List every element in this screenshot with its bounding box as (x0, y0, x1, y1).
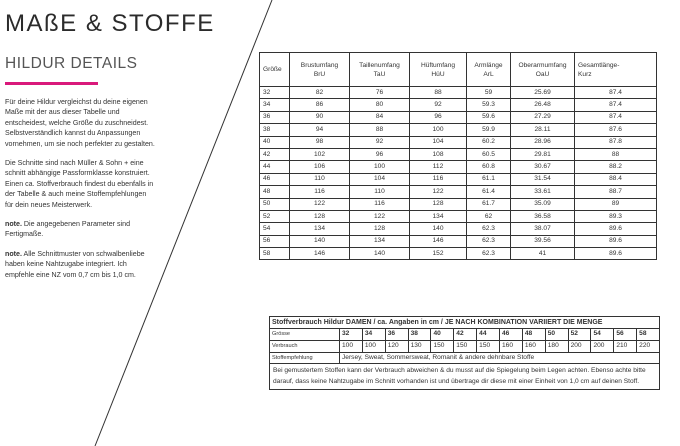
fabric-usage-row-cell: 160 (522, 340, 545, 352)
table-cell: 56 (260, 235, 290, 247)
table-cell: 59 (467, 87, 511, 99)
fabric-usage-title: Stoffverbrauch Hildur DAMEN / ca. Angaben in cm / JE NACH KOMBINATION VARIIERT DIE MENGE (270, 317, 660, 329)
fabric-usage-row-cell: 210 (614, 340, 637, 352)
table-cell: 40 (260, 136, 290, 148)
fabric-size-row (270, 329, 660, 341)
table-cell: 54 (260, 223, 290, 235)
table-cell: 110 (350, 186, 410, 198)
table-cell: 108 (410, 148, 467, 160)
table-cell: 106 (290, 161, 350, 173)
fabric-size-row-cell: 42 (454, 329, 477, 341)
fabric-usage-row-label: Verbrauch (270, 340, 340, 352)
header-bust: Brustumfang BrU (290, 53, 350, 87)
fabric-usage-table (269, 316, 660, 390)
table-row (260, 161, 657, 173)
table-cell: 30.67 (511, 161, 575, 173)
table-cell: 112 (410, 161, 467, 173)
fabric-usage-row-cell: 200 (568, 340, 591, 352)
fabric-size-row-cell: 40 (431, 329, 454, 341)
fabric-note-text: Bei gemustertem Stoffen kann der Verbrauch abweichen & du musst auf die Spiegelung beim Legen achten. Ebenso achte bitte darauf, dass keine Nahtzugabe im Schnitt vorhanden ist und übertrage dir diese mit einer Einheit von 1,0 cm auf deinen Stoff. (270, 364, 660, 390)
table-cell: 48 (260, 186, 290, 198)
table-cell: 87.4 (575, 111, 657, 123)
table-cell: 88 (410, 87, 467, 99)
table-cell: 33.61 (511, 186, 575, 198)
header-total-length: Gesamtlänge- Kurz (575, 53, 657, 87)
header-waist: Taillenumfang TaU (350, 53, 410, 87)
table-cell: 32 (260, 87, 290, 99)
table-cell: 110 (290, 173, 350, 185)
table-cell: 36.58 (511, 210, 575, 222)
note-finished-measures (5, 219, 155, 240)
table-cell: 146 (410, 235, 467, 247)
table-cell: 89.6 (575, 235, 657, 247)
note-text: Die angegebenen Parameter sind Fertigmaße. (5, 220, 131, 239)
table-row (260, 111, 657, 123)
table-cell: 41 (511, 248, 575, 260)
table-cell: 38 (260, 124, 290, 136)
table-cell: 104 (350, 173, 410, 185)
table-cell: 122 (350, 210, 410, 222)
page-title: MAßE & STOFFE (5, 10, 215, 37)
table-cell: 86 (290, 99, 350, 111)
table-cell: 62.3 (467, 248, 511, 260)
note-text: Alle Schnittmuster von schwalbenliebe haben keine Nahtzugabe integriert. Ich empfehle eine NZ vom 0,7 cm bis 1,0 cm. (5, 249, 145, 279)
table-cell: 87.8 (575, 136, 657, 148)
table-row (260, 235, 657, 247)
note-label: note. (5, 220, 22, 229)
fabric-size-row-cell: 54 (591, 329, 614, 341)
table-cell: 152 (410, 248, 467, 260)
table-row (260, 248, 657, 260)
fabric-usage-row-cell: 150 (431, 340, 454, 352)
fabric-usage-row-cell: 130 (408, 340, 431, 352)
table-cell: 84 (350, 111, 410, 123)
table-cell: 82 (290, 87, 350, 99)
fabric-usage-row-cell: 150 (454, 340, 477, 352)
fabric-size-row-cell: 48 (522, 329, 545, 341)
table-cell: 89.3 (575, 210, 657, 222)
table-cell: 128 (290, 210, 350, 222)
table-cell: 58 (260, 248, 290, 260)
fabric-size-row-cell: 44 (477, 329, 500, 341)
table-cell: 102 (290, 148, 350, 160)
table-cell: 87.4 (575, 87, 657, 99)
table-cell: 42 (260, 148, 290, 160)
table-cell: 104 (410, 136, 467, 148)
table-cell: 88 (575, 148, 657, 160)
accent-rule (5, 82, 98, 85)
table-cell: 88.7 (575, 186, 657, 198)
fabric-size-row-cell: 32 (340, 329, 363, 341)
fabric-usage-row-cell: 100 (362, 340, 385, 352)
table-cell: 76 (350, 87, 410, 99)
fabric-recommendation-row (270, 352, 660, 364)
table-cell: 100 (350, 161, 410, 173)
table-cell: 96 (410, 111, 467, 123)
table-row (260, 210, 657, 222)
table-cell: 94 (290, 124, 350, 136)
table-cell: 88.4 (575, 173, 657, 185)
table-cell: 62.3 (467, 235, 511, 247)
header-hip: Hüftumfang HüU (410, 53, 467, 87)
table-cell: 46 (260, 173, 290, 185)
table-cell: 122 (290, 198, 350, 210)
fabric-usage-row-cell: 120 (385, 340, 408, 352)
table-cell: 61.1 (467, 173, 511, 185)
note-seam-allowance (5, 249, 155, 280)
table-cell: 35.09 (511, 198, 575, 210)
table-cell: 60.8 (467, 161, 511, 173)
fabric-usage-row-cell: 150 (477, 340, 500, 352)
table-cell: 89.6 (575, 248, 657, 260)
table-cell: 59.9 (467, 124, 511, 136)
table-cell: 62.3 (467, 223, 511, 235)
table-row (260, 136, 657, 148)
table-cell: 140 (290, 235, 350, 247)
fabric-size-row-cell: 36 (385, 329, 408, 341)
table-cell: 27.29 (511, 111, 575, 123)
table-cell: 116 (410, 173, 467, 185)
table-cell: 98 (290, 136, 350, 148)
table-cell: 39.56 (511, 235, 575, 247)
table-cell: 128 (350, 223, 410, 235)
size-chart-table (259, 52, 657, 260)
table-cell: 36 (260, 111, 290, 123)
table-cell: 92 (410, 99, 467, 111)
table-cell: 61.7 (467, 198, 511, 210)
table-cell: 28.96 (511, 136, 575, 148)
table-cell: 116 (290, 186, 350, 198)
fabric-size-row-cell: 46 (500, 329, 523, 341)
table-cell: 87.6 (575, 124, 657, 136)
table-cell: 52 (260, 210, 290, 222)
table-cell: 90 (290, 111, 350, 123)
table-row (260, 124, 657, 136)
fabric-usage-title-row (270, 317, 660, 329)
table-cell: 31.54 (511, 173, 575, 185)
table-cell: 92 (350, 136, 410, 148)
table-cell: 89 (575, 198, 657, 210)
table-row (260, 186, 657, 198)
table-cell: 44 (260, 161, 290, 173)
fabric-size-row-label: Grösse (270, 329, 340, 341)
table-cell: 61.4 (467, 186, 511, 198)
fabric-size-row-cell: 34 (362, 329, 385, 341)
table-row (260, 223, 657, 235)
fabric-usage-row-cell: 100 (340, 340, 363, 352)
table-cell: 96 (350, 148, 410, 160)
table-cell: 34 (260, 99, 290, 111)
table-cell: 128 (410, 198, 467, 210)
fabric-note-row (270, 364, 660, 390)
table-cell: 100 (410, 124, 467, 136)
fabric-usage-row-cell: 220 (637, 340, 660, 352)
fabric-usage-row-cell: 200 (591, 340, 614, 352)
fabric-recommendation-text: Jersey, Sweat, Sommersweat, Romanit & andere dehnbare Stoffe (340, 352, 660, 364)
table-cell: 134 (350, 235, 410, 247)
fabric-recommendation-label: Stoffempfehlung (270, 352, 340, 364)
note-label: note. (5, 249, 22, 258)
table-cell: 50 (260, 198, 290, 210)
table-cell: 146 (290, 248, 350, 260)
intro-paragraph-2: Die Schnitte sind nach Müller & Sohn + eine schnitt abhängige Passformklasse konstruiert. Einen ca. Stoffverbrauch findest du ebenfalls in der Tabelle & auch meine Stoffempfehlungen für dein neues Meisterwerk. (5, 159, 154, 209)
header-upper-arm: Oberarmumfang OaU (511, 53, 575, 87)
table-cell: 26.48 (511, 99, 575, 111)
table-cell: 134 (410, 210, 467, 222)
fabric-usage-row (270, 340, 660, 352)
table-cell: 29.81 (511, 148, 575, 160)
table-cell: 59.3 (467, 99, 511, 111)
table-cell: 88.2 (575, 161, 657, 173)
table-cell: 60.2 (467, 136, 511, 148)
table-cell: 80 (350, 99, 410, 111)
size-chart-header-row (260, 53, 657, 87)
table-cell: 89.6 (575, 223, 657, 235)
table-cell: 140 (410, 223, 467, 235)
table-row (260, 87, 657, 99)
table-cell: 122 (410, 186, 467, 198)
fabric-size-row-cell: 56 (614, 329, 637, 341)
table-cell: 87.4 (575, 99, 657, 111)
fabric-size-row-cell: 38 (408, 329, 431, 341)
fabric-size-row-cell: 50 (545, 329, 568, 341)
table-cell: 62 (467, 210, 511, 222)
table-row (260, 99, 657, 111)
header-size: Größe (260, 53, 290, 87)
table-row (260, 148, 657, 160)
fabric-size-row-cell: 52 (568, 329, 591, 341)
table-cell: 25.69 (511, 87, 575, 99)
table-cell: 60.5 (467, 148, 511, 160)
page-subtitle: HILDUR DETAILS (5, 55, 138, 72)
table-cell: 116 (350, 198, 410, 210)
intro-paragraph-1: Für deine Hildur vergleichst du deine eigenen Maße mit der aus dieser Tabelle und entscheidest, welche Größe du zuschneidest. Selbstverständlich kannst du Anpassungen vornehmen, um sie noch perfekter zu gestalten. (5, 98, 155, 148)
table-cell: 134 (290, 223, 350, 235)
fabric-size-row-cell: 58 (637, 329, 660, 341)
header-arm-length: Armlänge ArL (467, 53, 511, 87)
table-cell: 28.11 (511, 124, 575, 136)
table-cell: 38.07 (511, 223, 575, 235)
fabric-usage-row-cell: 180 (545, 340, 568, 352)
intro-text (5, 97, 155, 289)
table-cell: 140 (350, 248, 410, 260)
table-cell: 59.6 (467, 111, 511, 123)
table-row (260, 173, 657, 185)
fabric-usage-row-cell: 160 (500, 340, 523, 352)
table-cell: 88 (350, 124, 410, 136)
table-row (260, 198, 657, 210)
